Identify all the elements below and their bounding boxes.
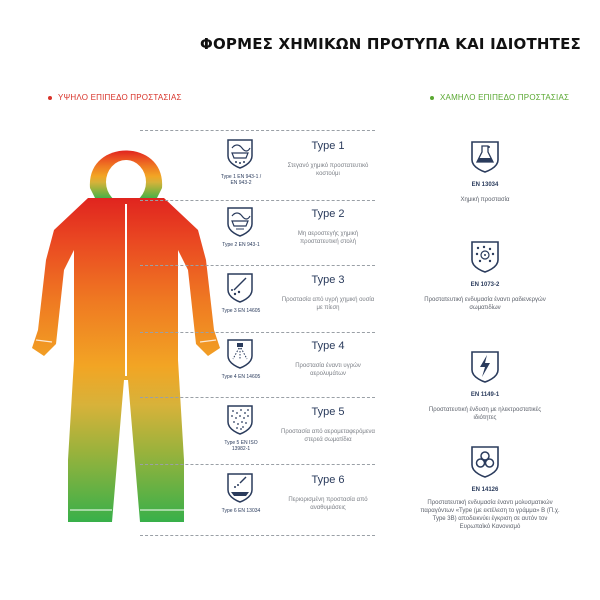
separator-line (140, 130, 375, 131)
standard-en14126-description: Προστατευτική ενδυμασία έναντι μολυσματικών παραγόντων «Type (με εκτέλεση το γράμμα» Β (Π.χ. Type 3B) αποδεικνύει έγκριση σε αυτόν τον Ευρωπαϊκό Κανονισμό (420, 500, 560, 530)
lightning-icon (470, 350, 500, 384)
type-3-block (218, 272, 378, 342)
type-3-name: Type 3 (311, 274, 345, 286)
standard-en13034-description: Χημική προστασία (460, 197, 510, 203)
type-1-block (218, 138, 378, 208)
type-4-block (218, 338, 378, 408)
type-5-block (218, 404, 378, 474)
gas-tight-suit-icon (226, 138, 254, 170)
biohazard-icon (470, 445, 500, 479)
type-4-standard: Type 4 EN 14605 (221, 374, 261, 380)
type-4-name: Type 4 (311, 340, 345, 352)
type-5-standard: Type 5 EN ISO 13982-1 (224, 440, 258, 452)
low-protection-header (430, 93, 569, 102)
light-spray-icon (226, 472, 254, 504)
type-1-name: Type 1 (311, 140, 345, 152)
non-gas-tight-suit-icon (226, 206, 254, 238)
standard-en1149-1-code: EN 1149-1 (470, 392, 500, 398)
type-5-description: Προστασία από αερομεταφερόμενα στερεά σωματίδια (280, 429, 376, 443)
liquid-jet-icon (226, 272, 254, 304)
type-6-description: Περιορισμένη προστασία από αναθυμιάσεις (288, 497, 368, 511)
standard-en1073-2-code: EN 1073-2 (470, 282, 500, 288)
type-2-name: Type 2 (311, 208, 345, 220)
low-protection-label: ΧΑΜΗΛΟ ΕΠΙΠΕΔΟ ΠΡΟΣΤΑΣΙΑΣ (440, 93, 570, 102)
coverall-suit-illustration (28, 130, 223, 538)
type-5-name: Type 5 (311, 406, 345, 418)
type-3-description: Προστασία από υγρή χημική ουσία με πίεση (281, 297, 375, 311)
particles-icon (226, 404, 254, 436)
spray-icon (226, 338, 254, 370)
standard-en1149-1-description: Προστατευτική ένδυση με ηλεκτροστατικές ιδιότητες (428, 407, 542, 421)
radioactive-particles-icon (470, 240, 500, 274)
standard-en13034-code: EN 13034 (471, 182, 499, 188)
type-1-description: Στεγανό χημικό προστατευτικό κοστούμι (287, 163, 369, 177)
type-3-standard: Type 3 EN 14605 (221, 308, 261, 314)
type-1-standard: Type 1 EN 943-1 / EN 943-2 (220, 174, 262, 186)
type-2-description: Μη αεροστεγής χημική προστατευτική στολή (297, 231, 359, 245)
type-6-block (218, 472, 378, 542)
standard-en14126-code: EN 14126 (471, 487, 499, 493)
standard-en1073-2-description: Προστατευτική ενδυμασία έναντι ραδιενεργών σωματιδίων (424, 297, 546, 311)
type-6-name: Type 6 (311, 474, 345, 486)
type-2-standard: Type 2 EN 943-1 (222, 242, 260, 248)
chemical-flask-icon (470, 140, 500, 174)
type-4-description: Προστασία έναντι υγρών αερολυμάτων (295, 363, 361, 377)
page-title: ΦΟΡΜΕΣ ΧΗΜΙΚΩΝ ΠΡΟΤΥΠΑ ΚΑΙ ΙΔΙΟΤΗΤΕΣ (200, 35, 581, 53)
type-2-block (218, 206, 378, 276)
high-protection-header (48, 93, 182, 102)
high-protection-label: ΥΨΗΛΟ ΕΠΙΠΕΔΟ ΠΡΟΣΤΑΣΙΑΣ (58, 93, 182, 102)
type-6-standard: Type 6 EN 13034 (221, 508, 261, 514)
red-dot-icon (48, 96, 52, 100)
green-dot-icon (430, 96, 434, 100)
